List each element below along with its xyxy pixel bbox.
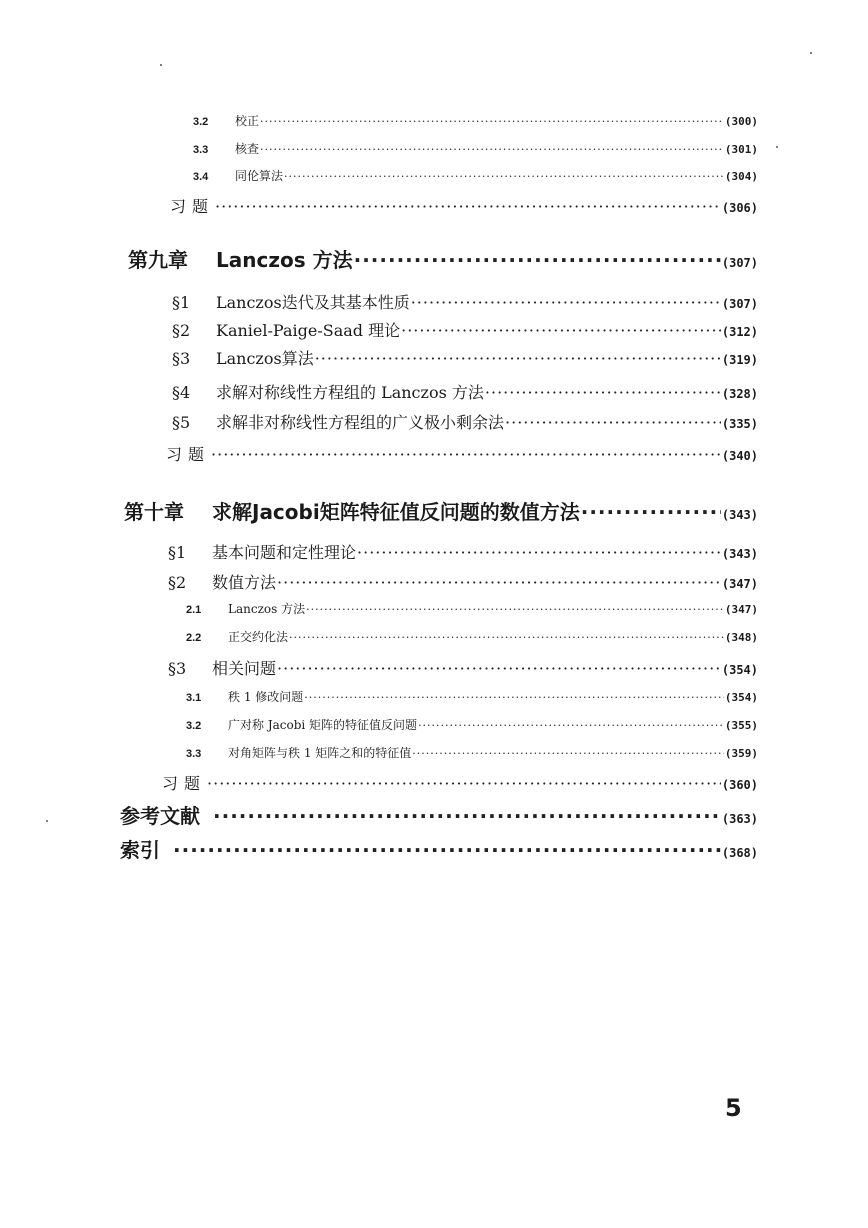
toc-chapter[interactable] xyxy=(128,244,758,273)
dot-leader xyxy=(284,170,724,183)
entry-number: 3.2 xyxy=(186,720,202,732)
entry-page: (300) xyxy=(724,115,758,128)
dot-leader xyxy=(485,383,721,402)
toc-section[interactable] xyxy=(172,318,758,341)
dot-leader xyxy=(505,413,721,432)
section-title: 数值方法 xyxy=(212,573,277,592)
entry-title: 广对称 Jacobi 矩阵的特征值反问题 xyxy=(228,718,418,732)
entry-page: (335) xyxy=(721,417,758,431)
dot-leader xyxy=(411,293,721,312)
toc-entry-exercises[interactable] xyxy=(162,771,758,794)
section-number: §1 xyxy=(168,543,187,562)
section-title: 求解非对称线性方程组的广义极小剩余法 xyxy=(216,413,505,432)
entry-page: (347) xyxy=(721,577,758,591)
dot-leader xyxy=(211,445,721,464)
toc-entry[interactable] xyxy=(186,716,758,733)
chapter-number: 第十章 xyxy=(124,500,184,524)
entry-page: (355) xyxy=(724,719,758,732)
dot-leader xyxy=(315,349,721,368)
dot-leader xyxy=(357,543,721,562)
dot-leader xyxy=(213,804,721,828)
entry-page: (343) xyxy=(721,547,758,561)
section-title: Kaniel-Paige-Saad 理论 xyxy=(216,321,401,340)
entry-title: 对角矩阵与秩 1 矩阵之和的特征值 xyxy=(228,746,412,760)
section-title: 相关问题 xyxy=(212,659,277,678)
toc-entry[interactable] xyxy=(186,744,758,761)
dot-leader xyxy=(277,573,721,592)
entry-page: (304) xyxy=(724,170,758,183)
dot-leader xyxy=(304,691,724,704)
entry-page: (301) xyxy=(724,143,758,156)
entry-number: 3.2 xyxy=(193,116,209,128)
dot-leader xyxy=(354,248,721,272)
entry-title: 参考文献 xyxy=(120,804,200,828)
entry-page: (347) xyxy=(724,603,758,616)
entry-page: (354) xyxy=(721,663,758,677)
toc-entry[interactable] xyxy=(193,140,758,157)
toc-section[interactable] xyxy=(168,540,758,563)
entry-title: Lanczos 方法 xyxy=(228,602,306,616)
chapter-title: 求解Jacobi矩阵特征值反问题的数值方法 xyxy=(212,500,580,524)
dot-leader xyxy=(401,321,721,340)
scan-speck xyxy=(160,64,162,66)
dot-leader xyxy=(173,838,721,862)
entry-page: (359) xyxy=(724,747,758,760)
dot-leader xyxy=(418,719,724,732)
dot-leader xyxy=(581,500,721,524)
dot-leader xyxy=(289,631,724,644)
entry-page: (343) xyxy=(721,508,758,522)
dot-leader xyxy=(215,197,721,216)
entry-title: 同伦算法 xyxy=(235,169,284,183)
dot-leader xyxy=(306,603,724,616)
section-number: §5 xyxy=(172,413,191,432)
dot-leader xyxy=(277,659,721,678)
entry-title: 核查 xyxy=(235,142,260,156)
toc-section[interactable] xyxy=(172,346,758,369)
chapter-title: Lanczos 方法 xyxy=(216,248,353,272)
entry-title: 校正 xyxy=(235,114,260,128)
entry-title: 习题 xyxy=(170,197,215,216)
entry-page: (348) xyxy=(724,631,758,644)
dot-leader xyxy=(412,747,724,760)
chapter-number: 第九章 xyxy=(128,248,188,272)
entry-number: 3.1 xyxy=(186,692,202,704)
dot-leader xyxy=(260,143,724,156)
entry-number: 2.1 xyxy=(186,604,202,616)
entry-number: 3.3 xyxy=(193,144,209,156)
entry-page: (307) xyxy=(721,256,758,270)
dot-leader xyxy=(207,774,721,793)
section-number: §3 xyxy=(172,349,191,368)
toc-entry-exercises[interactable] xyxy=(166,442,758,465)
toc-section[interactable] xyxy=(172,410,758,433)
entry-number: 2.2 xyxy=(186,632,202,644)
entry-title: 习题 xyxy=(162,774,207,793)
scan-speck xyxy=(776,146,778,148)
page-number: 5 xyxy=(725,1094,742,1122)
entry-title: 习题 xyxy=(166,445,211,464)
entry-page: (307) xyxy=(721,297,758,311)
entry-page: (328) xyxy=(721,387,758,401)
toc-entry[interactable] xyxy=(193,167,758,184)
section-title: Lanczos算法 xyxy=(216,349,314,368)
section-number: §2 xyxy=(172,321,191,340)
section-number: §2 xyxy=(168,573,187,592)
entry-number: 3.4 xyxy=(193,171,209,183)
section-title: Lanczos迭代及其基本性质 xyxy=(216,293,410,312)
entry-page: (340) xyxy=(721,449,758,463)
dot-leader xyxy=(260,115,724,128)
toc-section[interactable] xyxy=(168,656,758,679)
section-number: §4 xyxy=(172,383,191,402)
section-number: §3 xyxy=(168,659,187,678)
toc-entry[interactable] xyxy=(186,688,758,705)
toc-chapter[interactable] xyxy=(124,496,758,525)
entry-page: (319) xyxy=(721,353,758,367)
toc-entry[interactable] xyxy=(193,112,758,129)
toc-entry[interactable] xyxy=(186,628,758,645)
entry-page: (354) xyxy=(724,691,758,704)
entry-page: (363) xyxy=(721,812,758,826)
scan-speck xyxy=(810,52,812,54)
section-number: §1 xyxy=(172,293,191,312)
toc-references[interactable] xyxy=(120,800,758,829)
entry-page: (360) xyxy=(721,778,758,792)
toc-section[interactable] xyxy=(172,380,758,403)
section-title: 求解对称线性方程组的 Lanczos 方法 xyxy=(216,383,484,402)
toc-index[interactable] xyxy=(120,834,758,863)
toc-section[interactable] xyxy=(168,570,758,593)
toc-entry[interactable] xyxy=(186,600,758,617)
entry-page: (306) xyxy=(721,201,758,215)
toc-section[interactable] xyxy=(172,290,758,313)
entry-title: 索引 xyxy=(120,838,160,862)
entry-title: 秩 1 修改问题 xyxy=(228,690,304,704)
section-title: 基本问题和定性理论 xyxy=(212,543,357,562)
entry-title: 正交约化法 xyxy=(228,630,289,644)
scan-speck xyxy=(46,820,48,822)
entry-page: (368) xyxy=(721,846,758,860)
entry-number: 3.3 xyxy=(186,748,202,760)
toc-entry-exercises[interactable] xyxy=(170,194,758,217)
entry-page: (312) xyxy=(721,325,758,339)
